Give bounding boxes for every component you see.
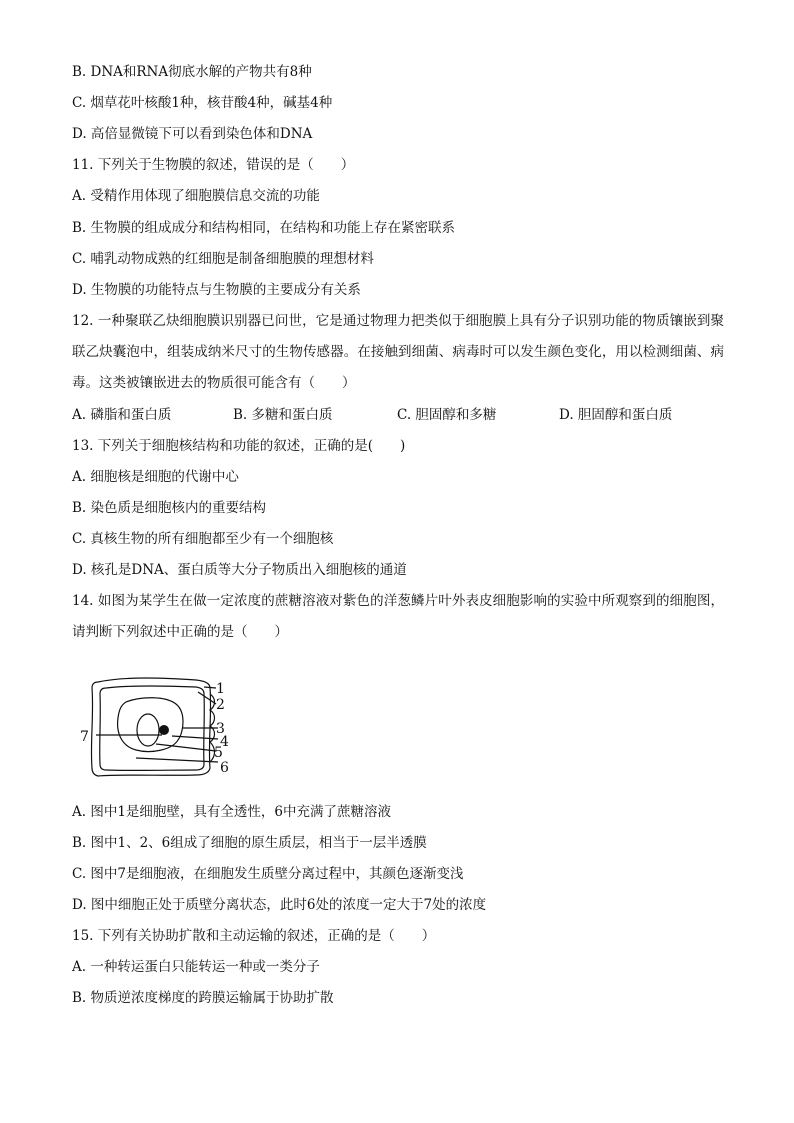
label-6: 6 xyxy=(220,760,229,776)
q13-option-b: B. 染色质是细胞核内的重要结构 xyxy=(72,500,267,516)
protoplast-membrane xyxy=(118,698,183,752)
q11-option-d: D. 生物膜的功能特点与生物膜的主要成分有关系 xyxy=(72,282,361,298)
label-1: 1 xyxy=(216,681,225,697)
q14-option-d: D. 图中细胞正处于质壁分离状态，此时6处的浓度一定大于7处的浓度 xyxy=(72,897,487,913)
q11-option-a: A. 受精作用体现了细胞膜信息交流的功能 xyxy=(72,188,320,204)
q11-stem: 11. 下列关于生物膜的叙述，错误的是（ ） xyxy=(72,157,355,173)
q11-option-b: B. 生物膜的组成成分和结构相同，在结构和功能上存在紧密联系 xyxy=(72,220,456,236)
vacuole xyxy=(137,714,159,746)
q12-option-b: B. 多糖和蛋白质 xyxy=(233,407,333,423)
label-3: 3 xyxy=(216,721,225,737)
q10-option-d: D. 高倍显微镜下可以看到染色体和DNA xyxy=(72,126,313,142)
q13-stem: 13. 下列关于细胞核结构和功能的叙述，正确的是( ) xyxy=(72,438,406,454)
leader-5 xyxy=(156,744,216,751)
label-4: 4 xyxy=(220,734,229,750)
label-7: 7 xyxy=(80,729,89,745)
q12-stem: 12. 一种聚联乙炔细胞膜识别器已问世，它是通过物理力把类似于细胞膜上具有分子识别功能的物质镶嵌到聚联乙炔囊泡中，组装成纳米尺寸的生物传感器。在接触到细菌、病毒时可以发生颜色变化，用以检测细菌、病毒。这类被镶嵌进去的物质很可能含有（ ） xyxy=(72,313,724,391)
plasmolysis-cell-figure xyxy=(76,674,246,784)
q14-option-b: B. 图中1、2、6组成了细胞的原生质层，相当于一层半透膜 xyxy=(72,835,427,851)
q13-option-a: A. 细胞核是细胞的代谢中心 xyxy=(72,469,239,485)
q13-option-c: C. 真核生物的所有细胞都至少有一个细胞核 xyxy=(72,531,334,547)
q13-option-d: D. 核孔是DNA、蛋白质等大分子物质出入细胞核的通道 xyxy=(72,562,407,578)
leader-1 xyxy=(204,687,216,688)
q11-option-c: C. 哺乳动物成熟的红细胞是制备细胞膜的理想材料 xyxy=(72,251,374,267)
nucleus xyxy=(159,725,169,735)
q12-option-d: D. 胆固醇和蛋白质 xyxy=(559,407,673,423)
q12-option-a: A. 磷脂和蛋白质 xyxy=(72,407,172,423)
q12-option-c: C. 胆固醇和多糖 xyxy=(397,407,497,423)
q10-option-c: C. 烟草花叶核酸1种，核苷酸4种，碱基4种 xyxy=(72,95,333,111)
q14-stem: 14. 如图为某学生在做一定浓度的蔗糖溶液对紫色的洋葱鳞片叶外表皮细胞影响的实验中所观察到的细胞图，请判断下列叙述中正确的是（ ） xyxy=(72,593,724,640)
leader-6 xyxy=(136,758,218,762)
label-5: 5 xyxy=(214,745,223,761)
q14-option-c: C. 图中7是细胞液，在细胞发生质壁分离过程中，其颜色逐渐变浅 xyxy=(72,866,464,882)
q10-option-b: B. DNA和RNA彻底水解的产物共有8种 xyxy=(72,64,312,80)
q15-option-b: B. 物质逆浓度梯度的跨膜运输属于协助扩散 xyxy=(72,990,334,1006)
q14-option-a: A. 图中1是细胞壁，具有全透性，6中充满了蔗糖溶液 xyxy=(72,804,392,820)
q15-stem: 15. 下列有关协助扩散和主动运输的叙述，正确的是（ ） xyxy=(72,928,436,944)
label-2: 2 xyxy=(216,697,225,713)
q15-option-a: A. 一种转运蛋白只能转运一种或一类分子 xyxy=(72,959,320,975)
